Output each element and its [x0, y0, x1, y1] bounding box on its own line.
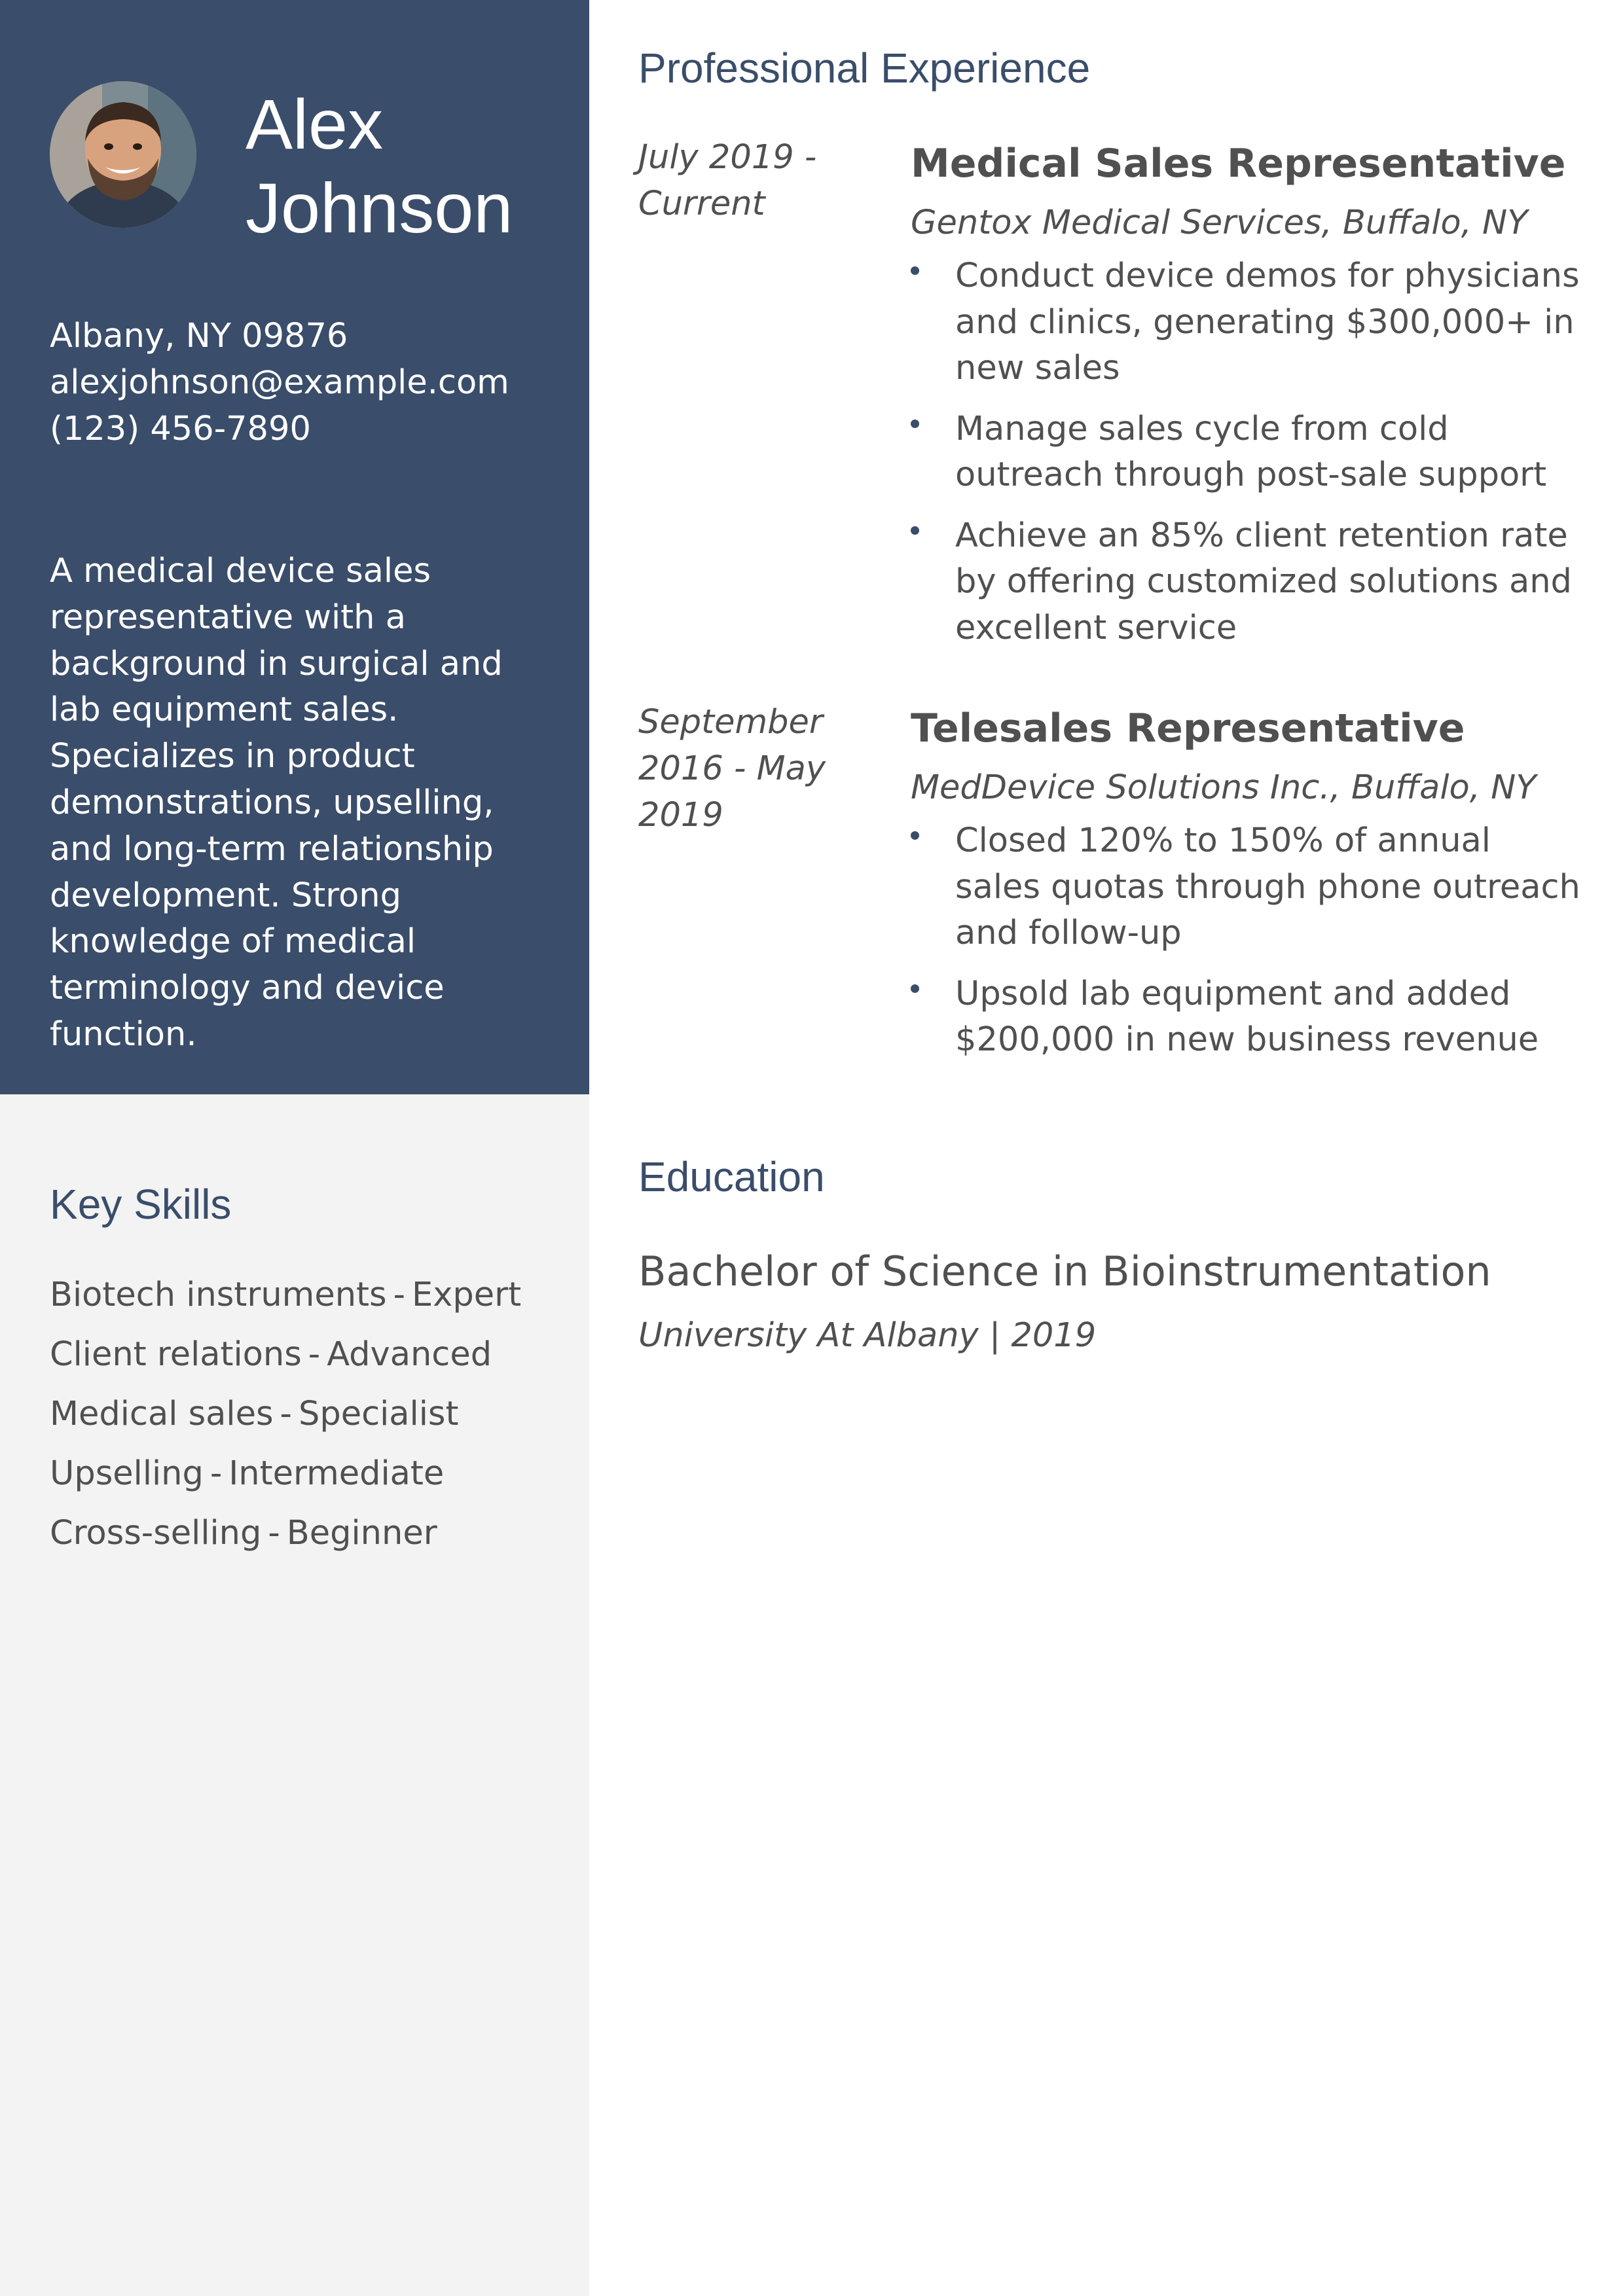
bullet-dot-icon — [911, 984, 919, 993]
job-dates: September 2016 - May 2019 — [638, 703, 826, 834]
job-bullet — [911, 513, 1581, 652]
skill-level: Specialist — [298, 1395, 459, 1433]
skills-heading: Key Skills — [50, 1181, 232, 1228]
skill-separator: - — [268, 1514, 280, 1552]
candidate-name — [246, 82, 573, 250]
job-title: Medical Sales Representative — [911, 141, 1566, 187]
skill-separator: - — [308, 1335, 321, 1374]
job-dates: July 2019 - Current — [638, 138, 817, 223]
bullet-text: Conduct device demos for physicians and clinics, generating $300,000+ in new sales — [955, 257, 1580, 387]
skill-separator: - — [280, 1395, 292, 1433]
job-bullet — [911, 406, 1581, 499]
skill-level: Advanced — [327, 1335, 492, 1374]
bullet-dot-icon — [911, 266, 919, 275]
job-bullet — [911, 971, 1581, 1064]
skill-name: Upselling — [50, 1454, 204, 1493]
job-bullets — [911, 818, 1581, 1064]
job-company: Gentox Medical Services, Buffalo, NY — [911, 204, 1528, 242]
skills-list — [50, 1272, 521, 1570]
skill-name: Cross-selling — [50, 1514, 262, 1552]
bullet-dot-icon — [911, 420, 919, 428]
contact-info — [50, 313, 567, 452]
job-bullet — [911, 253, 1581, 392]
bullet-text: Achieve an 85% client retention rate by offering customized solutions and excellent service — [955, 516, 1572, 647]
contact-email[interactable]: alexjohnson@example.com — [50, 363, 509, 402]
profile-photo — [50, 81, 196, 228]
job-title: Telesales Representative — [911, 706, 1465, 751]
skill-level: Beginner — [286, 1514, 437, 1552]
skill-level: Expert — [412, 1276, 522, 1314]
skill-name: Medical sales — [50, 1395, 274, 1433]
last-name: Johnson — [246, 168, 513, 247]
contact-phone[interactable]: (123) 456-7890 — [50, 410, 311, 448]
job-details — [911, 699, 1581, 1078]
skill-separator: - — [210, 1454, 223, 1493]
contact-address: Albany, NY 09876 — [50, 317, 348, 355]
professional-summary: A medical device sales representative with a background in surgical and lab equipment sales. Specializes in product demonstrations, upselling, and long-term relationship development. Strong knowledge of medical terminology and device function. — [50, 552, 503, 1054]
school-and-year: University At Albany | 2019 — [638, 1316, 1097, 1355]
job-bullets — [911, 253, 1581, 651]
job-details — [911, 134, 1581, 666]
education-heading: Education — [638, 1153, 825, 1200]
skill-item — [50, 1272, 521, 1332]
skill-level: Intermediate — [228, 1454, 445, 1493]
bullet-text: Upsold lab equipment and added $200,000 in new business revenue — [955, 974, 1539, 1059]
job-company: MedDevice Solutions Inc., Buffalo, NY — [911, 768, 1537, 807]
skill-item — [50, 1332, 521, 1391]
skill-name: Biotech instruments — [50, 1276, 387, 1314]
degree: Bachelor of Science in Bioinstrumentation — [638, 1247, 1491, 1295]
avatar — [50, 81, 196, 228]
skill-item — [50, 1391, 521, 1451]
first-name: Alex — [246, 84, 384, 164]
bullet-dot-icon — [911, 831, 919, 840]
job-bullet — [911, 818, 1581, 957]
bullet-dot-icon — [911, 526, 919, 535]
skill-separator: - — [393, 1276, 406, 1314]
skill-item — [50, 1511, 521, 1570]
skill-name: Client relations — [50, 1335, 302, 1374]
bullet-text: Closed 120% to 150% of annual sales quotas through phone outreach and follow-up — [955, 821, 1580, 952]
skill-item — [50, 1451, 521, 1511]
bullet-text: Manage sales cycle from cold outreach through post-sale support — [955, 409, 1547, 494]
experience-heading: Professional Experience — [638, 45, 1091, 92]
